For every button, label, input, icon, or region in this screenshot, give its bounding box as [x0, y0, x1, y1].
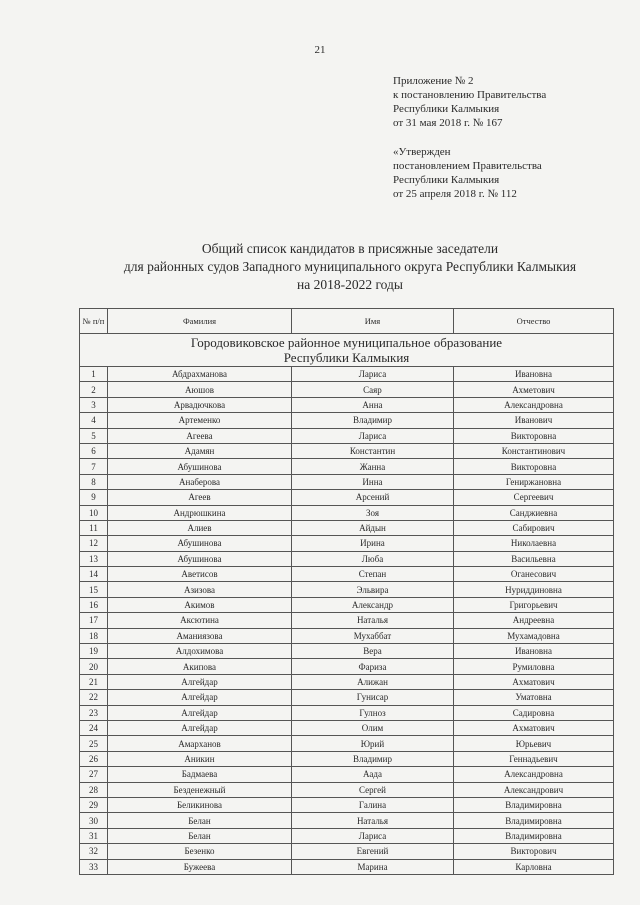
table-row: [80, 567, 614, 582]
row-patronymic: Нуриддиновна: [454, 582, 614, 597]
row-name: Олим: [292, 720, 454, 735]
row-number: 9: [80, 490, 108, 505]
row-number: 13: [80, 551, 108, 566]
row-number: 1: [80, 367, 108, 382]
row-patronymic: Андреевна: [454, 613, 614, 628]
header-patronymic: Отчество: [454, 309, 614, 334]
table-row: [80, 644, 614, 659]
row-number: 27: [80, 767, 108, 782]
row-patronymic: Владимировна: [454, 828, 614, 843]
row-number: 6: [80, 443, 108, 458]
row-number: 3: [80, 397, 108, 412]
row-patronymic: Сабирович: [454, 520, 614, 535]
row-patronymic: Викторовна: [454, 459, 614, 474]
title-line: Общий список кандидатов в присяжные заседатели: [201, 241, 499, 256]
row-name: Люба: [292, 551, 454, 566]
row-number: 4: [80, 413, 108, 428]
row-patronymic: Румиловна: [454, 659, 614, 674]
row-number: 24: [80, 720, 108, 735]
table-row: [80, 844, 614, 859]
table-row: [80, 367, 614, 382]
row-number: 11: [80, 520, 108, 535]
row-surname: Алиев: [108, 520, 292, 535]
row-name: Мухаббат: [292, 628, 454, 643]
row-patronymic: Уматовна: [454, 690, 614, 705]
row-surname: Артеменко: [108, 413, 292, 428]
row-number: 23: [80, 705, 108, 720]
row-surname: Белан: [108, 813, 292, 828]
row-patronymic: Иванович: [454, 413, 614, 428]
row-patronymic: Константинович: [454, 443, 614, 458]
row-name: Айдын: [292, 520, 454, 535]
row-surname: Аманиязова: [108, 628, 292, 643]
row-surname: Азизова: [108, 582, 292, 597]
row-patronymic: Оганесович: [454, 567, 614, 582]
row-name: Сергей: [292, 782, 454, 797]
row-surname: Алгейдар: [108, 690, 292, 705]
row-name: Лариса: [292, 828, 454, 843]
row-number: 12: [80, 536, 108, 551]
row-name: Фариза: [292, 659, 454, 674]
table-row: [80, 628, 614, 643]
row-surname: Акипова: [108, 659, 292, 674]
appendix-line: к постановлению Правительства: [393, 89, 547, 101]
row-patronymic: Николаевна: [454, 536, 614, 551]
approval-line: от 25 апреля 2018 г. № 112: [393, 188, 517, 200]
appendix-line: Приложение № 2: [393, 75, 474, 87]
approval-line: «Утвержден: [393, 146, 451, 158]
row-name: Галина: [292, 797, 454, 812]
document-title: [60, 240, 640, 294]
appendix-line: от 31 мая 2018 г. № 167: [393, 117, 503, 129]
table-row: [80, 674, 614, 689]
row-patronymic: Владимировна: [454, 797, 614, 812]
row-surname: Алгейдар: [108, 674, 292, 689]
table-row: [80, 859, 614, 874]
row-number: 19: [80, 644, 108, 659]
approval-line: Республики Калмыкия: [393, 174, 500, 186]
row-number: 29: [80, 797, 108, 812]
row-name: Владимир: [292, 413, 454, 428]
table-row: [80, 597, 614, 612]
row-surname: Арвадючкова: [108, 397, 292, 412]
row-number: 30: [80, 813, 108, 828]
row-name: Степан: [292, 567, 454, 582]
table-row: [80, 551, 614, 566]
row-surname: Абушинова: [108, 536, 292, 551]
row-surname: Амарханов: [108, 736, 292, 751]
row-name: Гулноз: [292, 705, 454, 720]
approval-block: [393, 145, 542, 201]
row-number: 16: [80, 597, 108, 612]
table-row: [80, 659, 614, 674]
header-name: Имя: [292, 309, 454, 334]
row-patronymic: Юрьевич: [454, 736, 614, 751]
row-number: 32: [80, 844, 108, 859]
table-row: [80, 459, 614, 474]
row-surname: Бадмаева: [108, 767, 292, 782]
row-number: 20: [80, 659, 108, 674]
row-patronymic: Григорьевич: [454, 597, 614, 612]
row-patronymic: Мухамадовна: [454, 628, 614, 643]
appendix-block: [393, 74, 546, 130]
row-number: 26: [80, 751, 108, 766]
row-number: 14: [80, 567, 108, 582]
row-surname: Аникин: [108, 751, 292, 766]
table-row: [80, 382, 614, 397]
row-name: Инна: [292, 474, 454, 489]
row-name: Саяр: [292, 382, 454, 397]
row-surname: Безденежный: [108, 782, 292, 797]
row-patronymic: Викторович: [454, 844, 614, 859]
row-surname: Агеев: [108, 490, 292, 505]
row-patronymic: Викторовна: [454, 428, 614, 443]
row-name: Владимир: [292, 751, 454, 766]
row-patronymic: Геннадьевич: [454, 751, 614, 766]
title-line: на 2018-2022 годы: [297, 277, 403, 292]
row-surname: Агеева: [108, 428, 292, 443]
row-name: Анна: [292, 397, 454, 412]
table-row: [80, 720, 614, 735]
row-patronymic: Ахматович: [454, 720, 614, 735]
row-name: Аада: [292, 767, 454, 782]
table-row: [80, 536, 614, 551]
row-number: 8: [80, 474, 108, 489]
row-surname: Андрюшкина: [108, 505, 292, 520]
row-number: 10: [80, 505, 108, 520]
approval-line: постановлением Правительства: [393, 160, 542, 172]
row-name: Лариса: [292, 367, 454, 382]
row-patronymic: Александровна: [454, 767, 614, 782]
row-surname: Абушинова: [108, 551, 292, 566]
table-row: [80, 751, 614, 766]
row-surname: Акимов: [108, 597, 292, 612]
table-header-row: [80, 309, 614, 334]
row-name: Вера: [292, 644, 454, 659]
table-row: [80, 705, 614, 720]
table-row: [80, 582, 614, 597]
row-surname: Бужеева: [108, 859, 292, 874]
row-surname: Аксютина: [108, 613, 292, 628]
table-row: [80, 428, 614, 443]
row-patronymic: Карловна: [454, 859, 614, 874]
row-name: Марина: [292, 859, 454, 874]
row-number: 21: [80, 674, 108, 689]
row-number: 18: [80, 628, 108, 643]
row-number: 25: [80, 736, 108, 751]
row-name: Наталья: [292, 813, 454, 828]
table-row: [80, 797, 614, 812]
row-name: Константин: [292, 443, 454, 458]
row-patronymic: Садировна: [454, 705, 614, 720]
row-name: Жанна: [292, 459, 454, 474]
row-surname: Беликинова: [108, 797, 292, 812]
row-patronymic: Санджиевна: [454, 505, 614, 520]
section-row: [80, 334, 614, 367]
header-num: № п/п: [80, 309, 108, 334]
row-name: Арсений: [292, 490, 454, 505]
row-name: Александр: [292, 597, 454, 612]
row-surname: Абушинова: [108, 459, 292, 474]
row-patronymic: Ахматович: [454, 674, 614, 689]
row-number: 5: [80, 428, 108, 443]
row-name: Ирина: [292, 536, 454, 551]
table-row: [80, 490, 614, 505]
table-row: [80, 690, 614, 705]
row-patronymic: Ахметович: [454, 382, 614, 397]
table-row: [80, 767, 614, 782]
table-row: [80, 397, 614, 412]
row-name: Юрий: [292, 736, 454, 751]
table-row: [80, 813, 614, 828]
row-name: Алижан: [292, 674, 454, 689]
table-row: [80, 443, 614, 458]
row-patronymic: Владимировна: [454, 813, 614, 828]
title-line: для районных судов Западного муниципального округа Республики Калмыкия: [123, 259, 577, 274]
section-title: Городовиковское районное муниципальное образование Республики Калмыкия: [80, 334, 614, 367]
row-number: 2: [80, 382, 108, 397]
row-patronymic: Александрович: [454, 782, 614, 797]
row-surname: Аветисов: [108, 567, 292, 582]
row-patronymic: Ивановна: [454, 367, 614, 382]
row-number: 22: [80, 690, 108, 705]
row-patronymic: Васильевна: [454, 551, 614, 566]
row-surname: Алгейдар: [108, 720, 292, 735]
row-surname: Безенко: [108, 844, 292, 859]
candidates-table: [79, 308, 614, 875]
appendix-line: Республики Калмыкия: [393, 103, 500, 115]
row-surname: Алгейдар: [108, 705, 292, 720]
row-surname: Абдрахманова: [108, 367, 292, 382]
row-patronymic: Гениржановна: [454, 474, 614, 489]
row-name: Наталья: [292, 613, 454, 628]
table-row: [80, 413, 614, 428]
row-name: Эльвира: [292, 582, 454, 597]
row-number: 28: [80, 782, 108, 797]
row-surname: Адамян: [108, 443, 292, 458]
row-number: 33: [80, 859, 108, 874]
row-surname: Анаберова: [108, 474, 292, 489]
table-row: [80, 736, 614, 751]
table-row: [80, 505, 614, 520]
row-number: 17: [80, 613, 108, 628]
table-row: [80, 828, 614, 843]
header-surname: Фамилия: [108, 309, 292, 334]
page-number: 21: [314, 44, 326, 56]
table-row: [80, 613, 614, 628]
row-patronymic: Сергеевич: [454, 490, 614, 505]
row-name: Евгений: [292, 844, 454, 859]
row-number: 15: [80, 582, 108, 597]
row-number: 31: [80, 828, 108, 843]
row-surname: Алдохимова: [108, 644, 292, 659]
row-number: 7: [80, 459, 108, 474]
row-surname: Белан: [108, 828, 292, 843]
row-surname: Аюшов: [108, 382, 292, 397]
row-patronymic: Александровна: [454, 397, 614, 412]
table-row: [80, 782, 614, 797]
row-name: Лариса: [292, 428, 454, 443]
row-name: Зоя: [292, 505, 454, 520]
table-row: [80, 474, 614, 489]
table-row: [80, 520, 614, 535]
row-name: Гунисар: [292, 690, 454, 705]
row-patronymic: Ивановна: [454, 644, 614, 659]
